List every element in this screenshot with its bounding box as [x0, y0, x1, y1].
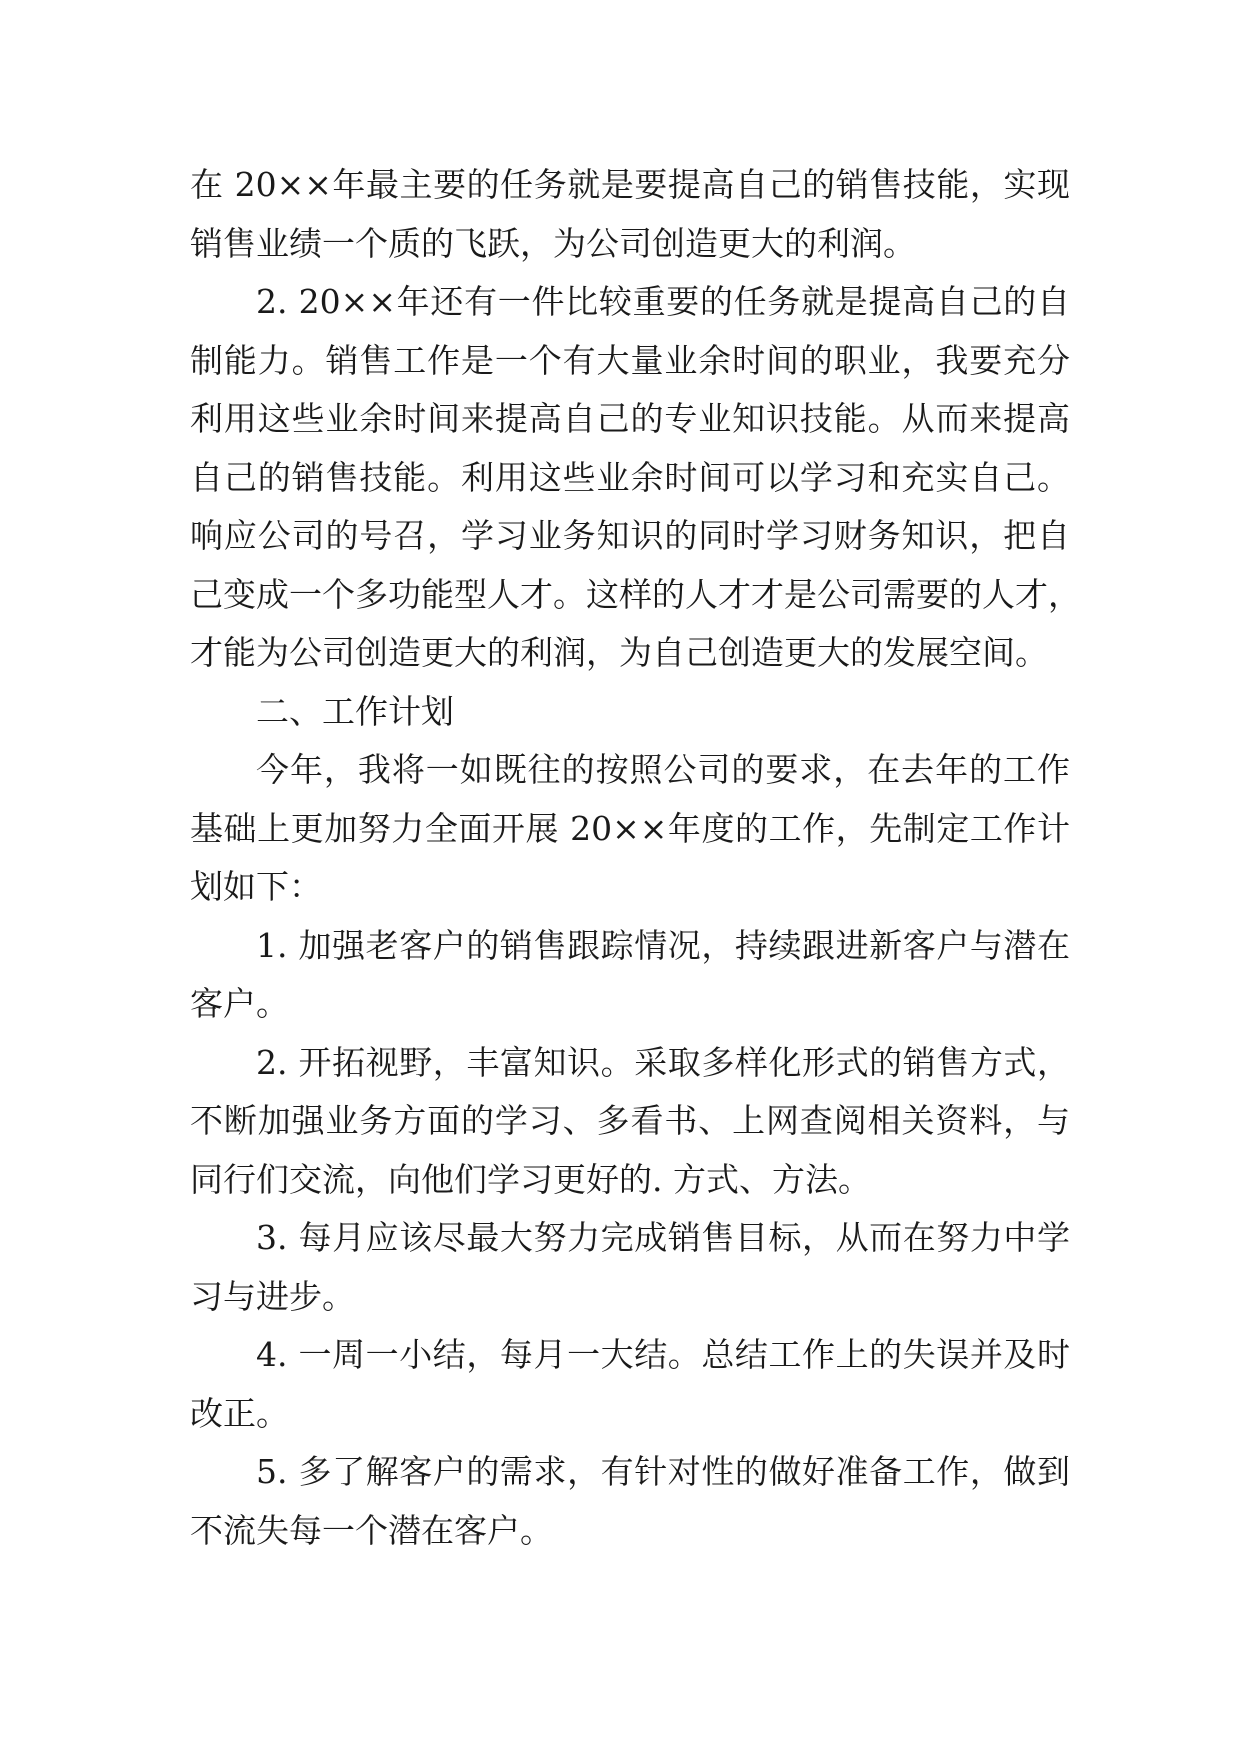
section-heading: 二、工作计划 [256, 691, 454, 731]
list-item-line: 不断加强业务方面的学习、多看书、上网查阅相关资料，与 [190, 1101, 1070, 1140]
text-line: 己变成一个多功能型人才。这样的人才才是公司需要的人才， [190, 574, 1081, 614]
text-line: 在 20××年最主要的任务就是要提高自己的销售技能，实现 [190, 165, 1070, 204]
text-line: 销售业绩一个质的飞跃，为公司创造更大的利润。 [190, 223, 916, 263]
document-body [190, 156, 1081, 1560]
list-item-line: 2. 开拓视野，丰富知识。采取多样化形式的销售方式， [256, 1042, 1070, 1082]
list-item-line: 客户。 [190, 984, 289, 1023]
text-line: 自己的销售技能。利用这些业余时间可以学习和充实自己。 [190, 457, 1070, 497]
list-item-line: 5. 多了解客户的需求，有针对性的做好准备工作，做到 [256, 1452, 1070, 1491]
list-item-line: 1. 加强老客户的销售跟踪情况，持续跟进新客户与潜在 [256, 925, 1070, 965]
list-item-line: 改正。 [190, 1393, 289, 1433]
text-line: 划如下： [190, 867, 322, 906]
text-line: 才能为公司创造更大的利润，为自己创造更大的发展空间。 [190, 633, 1048, 672]
text-line: 基础上更加努力全面开展 20××年度的工作，先制定工作计 [190, 808, 1070, 848]
list-item-line: 不流失每一个潜在客户。 [190, 1510, 553, 1550]
list-item-line: 4. 一周一小结，每月一大结。总结工作上的失误并及时 [256, 1335, 1070, 1374]
list-item-line: 同行们交流，向他们学习更好的. 方式、方法。 [190, 1159, 871, 1199]
list-item-line: 习与进步。 [190, 1276, 355, 1316]
list-item-line: 3. 每月应该尽最大努力完成销售目标，从而在努力中学 [256, 1218, 1070, 1257]
text-line: 响应公司的号召，学习业务知识的同时学习财务知识，把自 [190, 516, 1070, 555]
text-line: 利用这些业余时间来提高自己的专业知识技能。从而来提高 [190, 399, 1070, 438]
text-line: 2. 20××年还有一件比较重要的任务就是提高自己的自 [256, 282, 1070, 321]
text-line: 制能力。销售工作是一个有大量业余时间的职业，我要充分 [190, 340, 1070, 380]
text-line: 今年，我将一如既往的按照公司的要求，在去年的工作 [256, 750, 1070, 789]
